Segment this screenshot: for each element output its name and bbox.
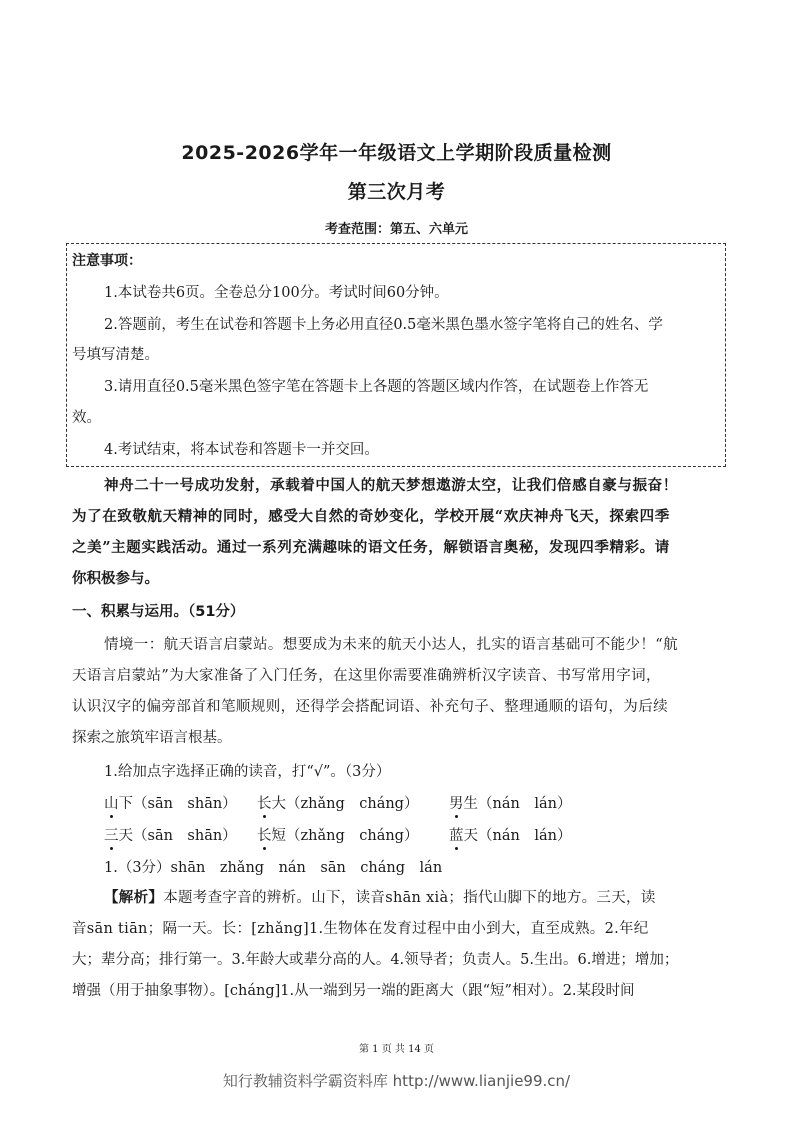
option-item — [449, 824, 571, 845]
exam-scope: 考查范围：第五、六单元 — [324, 222, 468, 237]
dotted-char: 长 — [257, 796, 272, 812]
option-reading: 生（nán lán） — [463, 796, 572, 812]
page-number: 第 1 页 共 14 页 — [359, 1044, 434, 1055]
dotted-char: 蓝 — [449, 828, 464, 844]
notice-item-3-cont: 效。 — [72, 410, 101, 426]
dotted-char: 三 — [104, 828, 119, 844]
option-item — [104, 792, 237, 813]
option-reading: 天（sān shān） — [118, 828, 237, 844]
question-1-prompt: 1.给加点字选择正确的读音，打“√”。（3分） — [104, 764, 391, 780]
answer-line: 1.（3分）shān zhǎng nán sān cháng lán — [104, 860, 443, 876]
page-subtitle: 第三次月考 — [347, 181, 446, 203]
scenario-line-1: 情境一：航天语言启蒙站。想要成为未来的航天小达人，扎实的语言基础可不能少！“航 — [104, 637, 679, 653]
notice-heading: 注意事项： — [72, 253, 142, 269]
analysis-line-2: 音sān tiān；隔一天。长：[zhǎng]1.生物体在发育过程中由小到大，直至成熟。2.年纪 — [72, 921, 649, 937]
scenario-line-2: 天语言启蒙站”为大家准备了入门任务，在这里你需要准确辨析汉字读音、书写常用字词， — [72, 668, 661, 684]
notice-item-2-cont: 号填写清楚。 — [72, 347, 159, 363]
option-reading: 天（nán lán） — [463, 828, 572, 844]
scenario-line-4: 探索之旅筑牢语言根基。 — [72, 730, 232, 746]
analysis-label: 【解析】 — [104, 890, 164, 906]
dotted-char: 山 — [104, 796, 119, 812]
notice-item-1: 1.本试卷共6页。全卷总分100分。考试时间60分钟。 — [104, 285, 449, 301]
intro-line-2: 为了在致敬航天精神的同时，感受大自然的奇妙变化，学校开展“欢庆神舟飞天，探索四季 — [72, 508, 670, 525]
dotted-char: 长 — [257, 828, 272, 844]
intro-line-3: 之美”主题实践活动。通过一系列充满趣味的语文任务，解锁语言奥秘，发现四季精彩。请 — [72, 539, 670, 556]
notice-item-3: 3.请用直径0.5毫米黑色签字笔在答题卡上各题的答题区域内作答，在试题卷上作答无 — [104, 379, 649, 395]
option-item — [104, 824, 237, 845]
watermark: 知行教辅资料学霸资料库 http://www.lianjie99.cn/ — [222, 1072, 571, 1090]
intro-line-4: 你积极参与。 — [72, 570, 159, 587]
notice-box — [66, 243, 726, 467]
notice-item-4: 4.考试结束，将本试卷和答题卡一并交回。 — [104, 442, 379, 458]
page-title: 2025-2026学年一年级语文上学期阶段质量检测 — [181, 142, 612, 164]
option-item — [257, 824, 418, 845]
section-heading: 一、积累与运用。（51分） — [72, 604, 245, 620]
notice-item-2: 2.答题前，考生在试卷和答题卡上务必用直径0.5毫米黑色墨水签字笔将自己的姓名、学 — [104, 317, 663, 333]
option-item — [257, 792, 418, 813]
option-item — [449, 792, 571, 813]
analysis-line-3: 大；辈分高；排行第一。3.年龄大或辈分高的人。4.领导者；负责人。5.生出。6.增进；增加； — [72, 952, 679, 968]
option-reading: 下（sān shān） — [118, 796, 237, 812]
analysis-line-1 — [104, 888, 656, 908]
scenario-line-3: 认识汉字的偏旁部首和笔顺规则，还得学会搭配词语、补充句子、整理通顺的语句，为后续 — [72, 699, 668, 715]
analysis-line-4: 增强（用于抽象事物）。[cháng]1.从一端到另一端的距离大（跟“短”相对）。2.某段时间 — [72, 983, 635, 999]
dotted-char: 男 — [449, 796, 464, 812]
intro-line-1: 神舟二十一号成功发射，承载着中国人的航天梦想遨游太空，让我们倍感自豪与振奋！ — [104, 477, 678, 494]
option-reading: 大（zhǎng cháng） — [271, 796, 419, 812]
analysis-text: 本题考查字音的辨析。山下，读音shān xià；指代山脚下的地方。三天，读 — [163, 890, 656, 906]
option-reading: 短（zhǎng cháng） — [271, 828, 419, 844]
